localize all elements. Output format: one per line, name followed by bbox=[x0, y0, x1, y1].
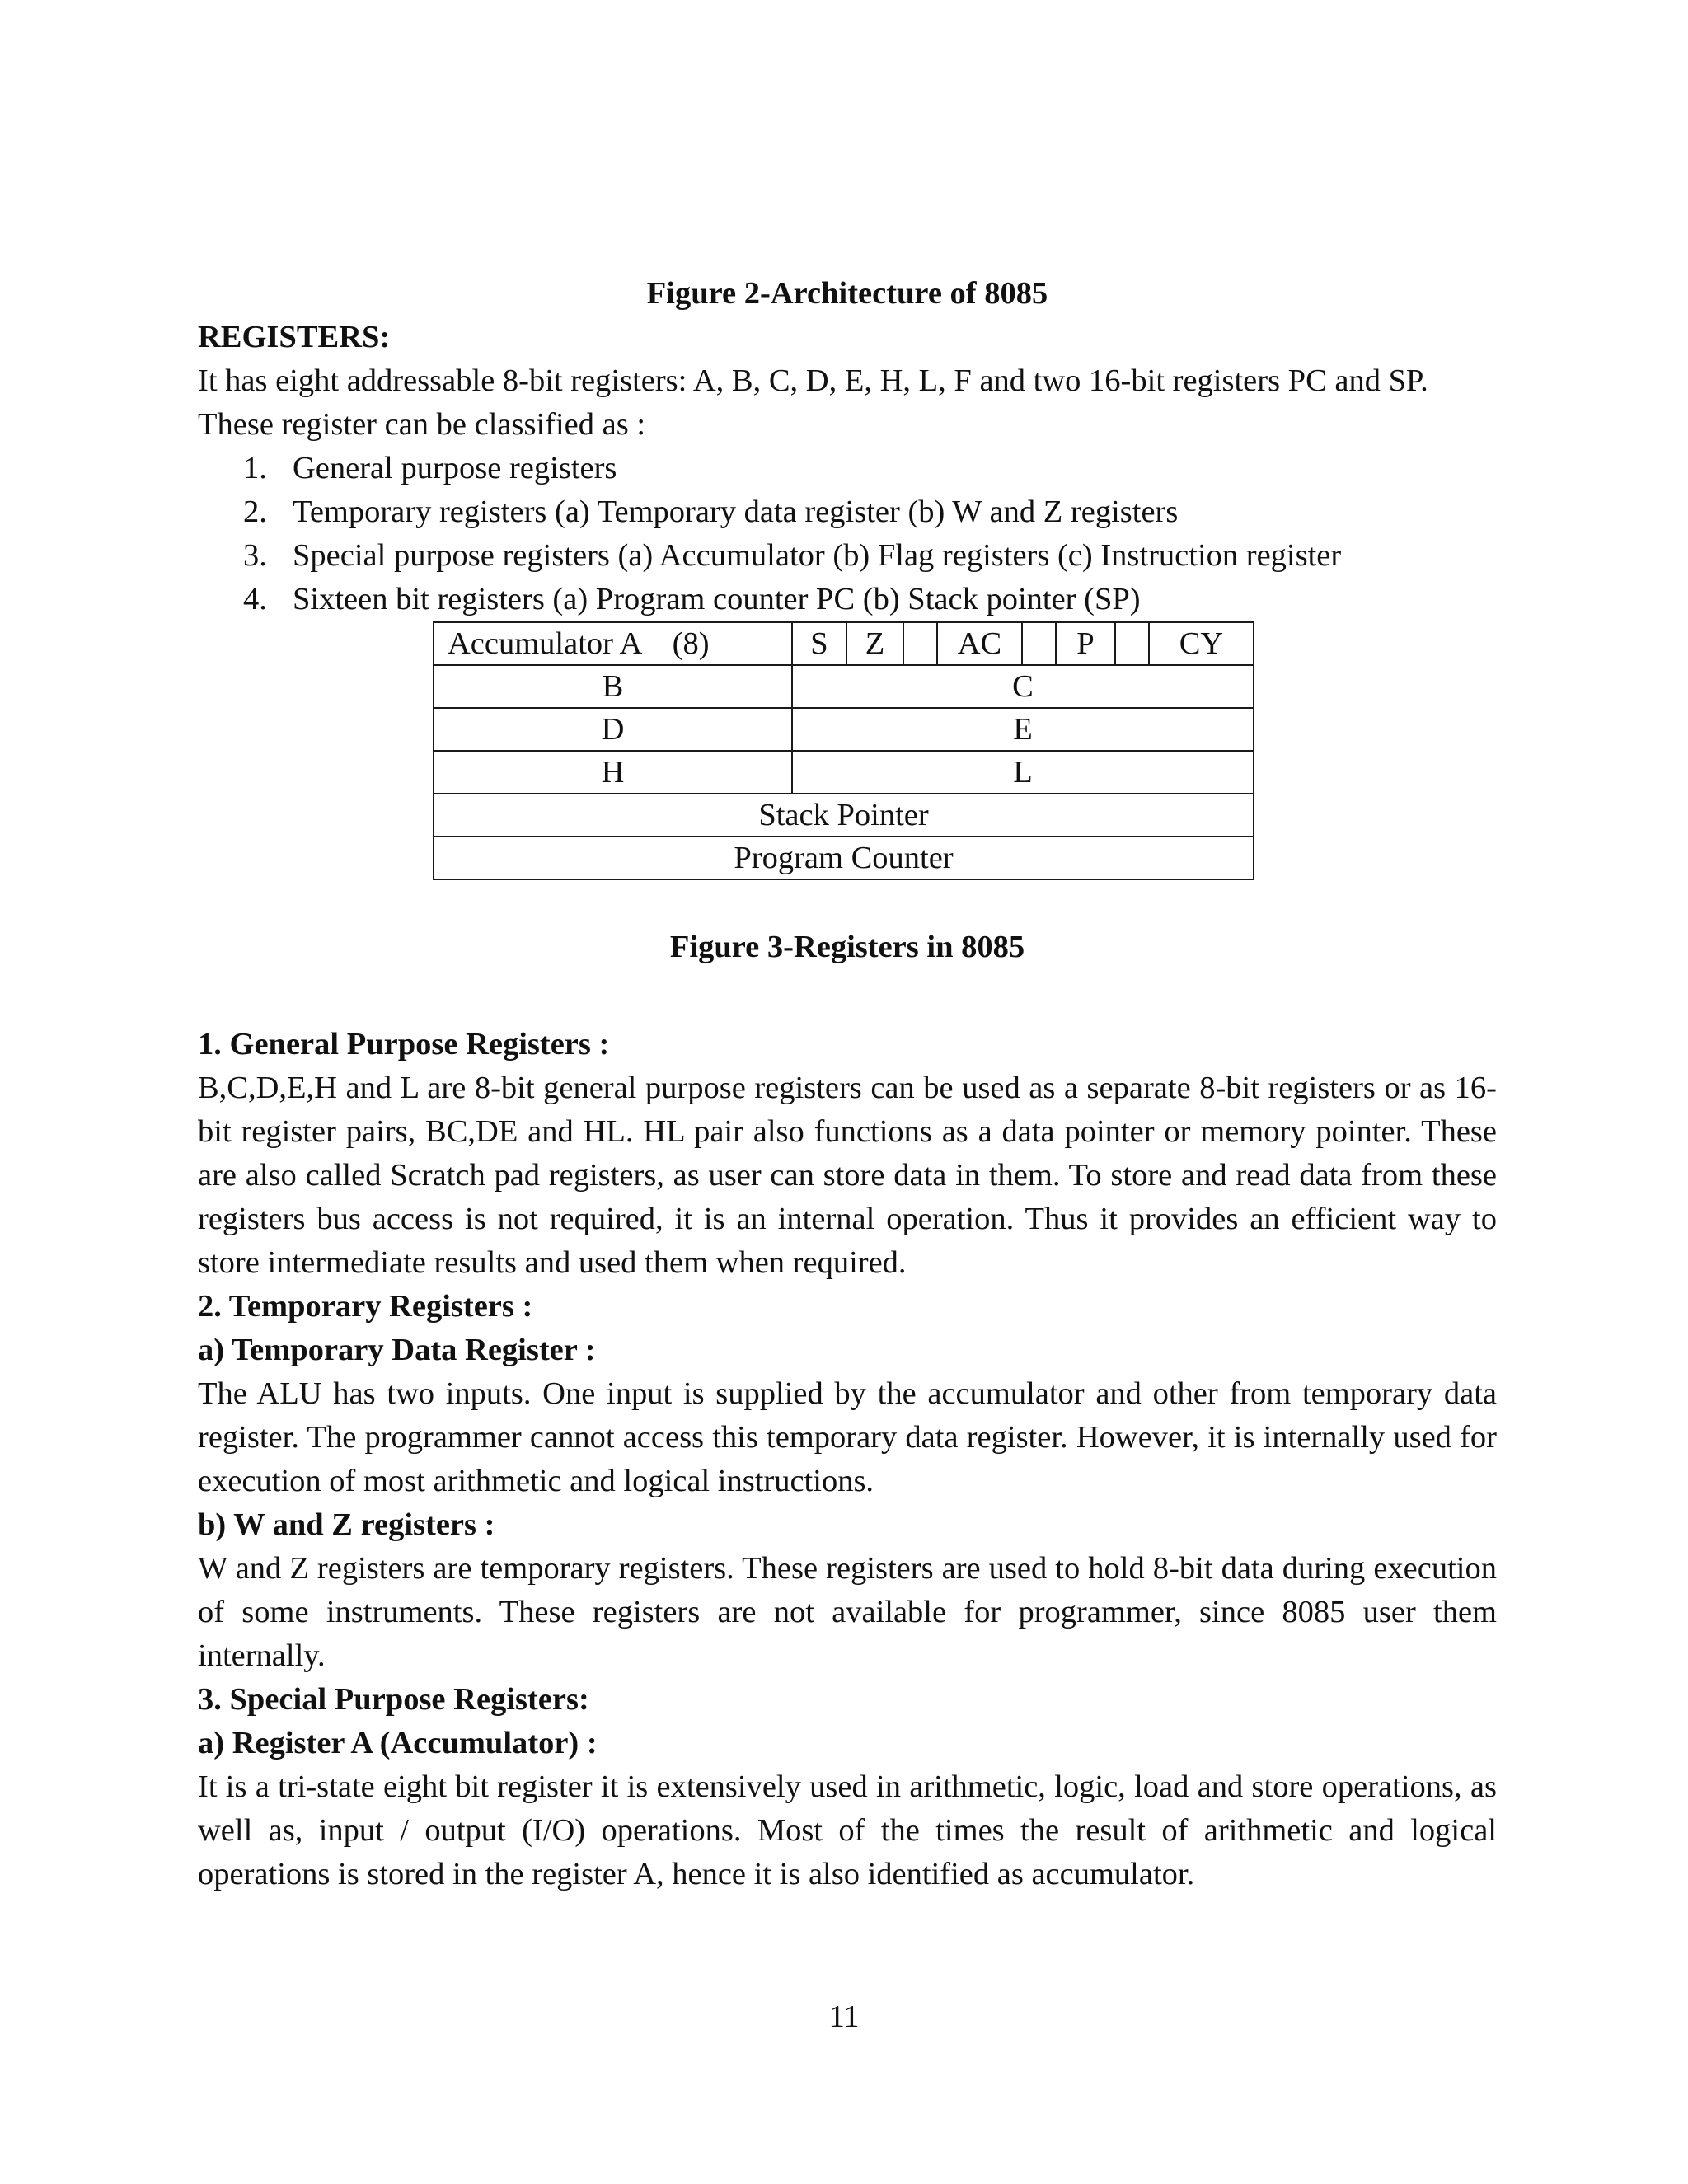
list-text: Temporary registers (a) Temporary data register (b) W and Z registers bbox=[293, 494, 1179, 529]
figure2-caption: Figure 2-Architecture of 8085 bbox=[646, 276, 1048, 311]
flag-ac: AC bbox=[937, 622, 1022, 665]
flag-cy: CY bbox=[1149, 622, 1254, 665]
list-text: Sixteen bit registers (a) Program counter PC (b) Stack pointer (SP) bbox=[293, 582, 1141, 616]
stack-pointer-cell: Stack Pointer bbox=[434, 794, 1254, 837]
flag-blank bbox=[1022, 622, 1056, 665]
list-number: 1. bbox=[243, 451, 267, 485]
flag-s: S bbox=[792, 622, 846, 665]
figure3-caption: Figure 3-Registers in 8085 bbox=[669, 930, 1025, 964]
tdr-paragraph: The ALU has two inputs. One input is supplied by the accumulator and other from temporary data register. The programmer cannot access this temporary data register. However, it is internally used for execution of most arithmetic and logical instructions. bbox=[198, 1376, 1497, 1498]
flag-blank bbox=[1115, 622, 1149, 665]
page-content bbox=[198, 272, 1497, 1896]
list-item bbox=[243, 578, 1497, 621]
register-b: B bbox=[434, 665, 792, 708]
spr-heading: 3. Special Purpose Registers: bbox=[198, 1682, 589, 1717]
register-c: C bbox=[792, 665, 1254, 708]
list-item bbox=[243, 534, 1497, 578]
list-number: 4. bbox=[243, 582, 267, 616]
page-number: 11 bbox=[828, 1999, 860, 2034]
list-text: Special purpose registers (a) Accumulator (b) Flag registers (c) Instruction register bbox=[293, 538, 1342, 573]
gpr-paragraph: B,C,D,E,H and L are 8-bit general purpose registers can be used as a separate 8-bit registers or as 16-bit register pairs, BC,DE and HL. HL pair also functions as a data pointer or memory pointer. These are also called Scratch pad registers, as user can store data in them. To store and read data from these registers bus access is not required, it is an internal operation. Thus it provides an efficient way to store intermediate results and used them when required. bbox=[198, 1071, 1497, 1280]
registers-heading: REGISTERS: bbox=[198, 320, 391, 354]
register-h: H bbox=[434, 751, 792, 794]
register-d: D bbox=[434, 708, 792, 751]
flag-blank bbox=[903, 622, 937, 665]
list-item bbox=[243, 490, 1497, 534]
register-table bbox=[433, 621, 1254, 880]
acc-heading: a) Register A (Accumulator) : bbox=[198, 1726, 598, 1760]
list-number: 3. bbox=[243, 538, 267, 573]
register-classes-list bbox=[198, 447, 1497, 621]
wz-heading: b) W and Z registers : bbox=[198, 1507, 495, 1542]
gpr-heading: 1. General Purpose Registers : bbox=[198, 1027, 610, 1062]
tdr-heading: a) Temporary Data Register : bbox=[198, 1333, 596, 1367]
intro-text: It has eight addressable 8-bit registers: A, B, C, D, E, H, L, F and two 16-bit registers PC and SP. bbox=[198, 363, 1428, 398]
list-number: 2. bbox=[243, 494, 267, 529]
accumulator-cell: Accumulator A (8) bbox=[434, 622, 792, 665]
wz-paragraph: W and Z registers are temporary registers. These registers are used to hold 8-bit data during execution of some instruments. These registers are not available for programmer, since 8085 user them internally. bbox=[198, 1551, 1497, 1673]
acc-paragraph: It is a tri-state eight bit register it is extensively used in arithmetic, logic, load and store operations, as well as, input / output (I/O) operations. Most of the times the result of arithmetic and logical operations is stored in the register A, hence it is also identified as accumulator. bbox=[198, 1769, 1497, 1891]
intro-text-2: These register can be classified as : bbox=[198, 407, 646, 442]
list-item bbox=[243, 447, 1497, 490]
flag-p: P bbox=[1056, 622, 1115, 665]
temp-heading: 2. Temporary Registers : bbox=[198, 1289, 533, 1324]
list-text: General purpose registers bbox=[293, 451, 617, 485]
register-e: E bbox=[792, 708, 1254, 751]
program-counter-cell: Program Counter bbox=[434, 837, 1254, 879]
register-l: L bbox=[792, 751, 1254, 794]
flag-z: Z bbox=[846, 622, 903, 665]
